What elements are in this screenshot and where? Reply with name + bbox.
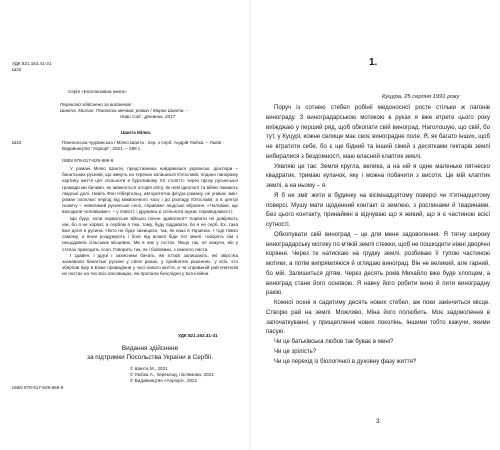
translation-line: Шанта, Миљко. Панонска мечавa: роман / Мирко Шанта. –	[60, 108, 189, 114]
book-gutter	[249, 0, 251, 450]
body-paragraph: Я б не зміг жити в будинку на вісімнадцятому поверсі чи п'ятнадцятому поверсі. Мушу мати щоденний контакт із землею, з рослинами й тваринами. Без цього контакту, принаймні в відчуваю що я живий, що я є частиною всієї сутності.	[266, 192, 490, 228]
translation-note	[60, 102, 235, 121]
isbn-bottom: ISBN 978-617-629-666-9	[12, 385, 64, 390]
support-line: Видання здійснене	[121, 345, 179, 352]
chapter-body	[266, 104, 490, 367]
udk-block	[12, 61, 51, 73]
body-paragraph: Поруч із сотнею стебел робінії медоносної росте стільки ж пагонів винограду. З виноградарською мотикою в руках я вже втрете цього року виїжджаю у перший ряд, щоб обкопати свій виноград. Наголошую, що свій, бо тут, у Куцурі, кожне селище має своє виноградне поле. Я, як багато інших, щоб не втратити себе, бо є ще бідний та інший сімей з десятками гектарів землі вибиралися з бездомності, маю власний клаптик землі.	[266, 105, 490, 160]
series-line: Серія «Ексклюзивна книга»	[68, 89, 127, 94]
copyright-line: © Видавництво «Апріорі», 2021	[130, 378, 198, 383]
annotation-paragraph: Що буде, коли хорватське військо почне здаватися? Хорвати не довіряють ніж, бо я не хорват, а сербом я теж, тому, буду піддавати, бо я не серб. Ех, така вже доля в русина. Ніхто не буде захищати, так, як наші в Українах. І тоді тяжко самому, а вони роздумують і бокс від всякої біди тієї землі, говорять сім з нещодавніх сільських місцевих. Ми в них у гостях. Якщо так, не кажучи, він у степах приходить ссал. Говорить так, як і бойовики, з кожного листа.	[62, 215, 238, 252]
body-paragraph: Обкопувати свій виноград – це для мене задоволення. Я тягну широку виноградарську мотику по м'якій землі стежки, щоб не пошкодити ніжні дворічні коріння. Через те натискаю на грудку землі, розбиваю її тупою частиною мотики, а потім випрямляюся й оглядаю виноград. Він не великий, але гарний, бо мій. Залишиться дітям. Через десять років Михайло вже буде хлопцем, а виноград стане його основою. Я навчу його робити вино й пити виноградну ракію.	[266, 231, 490, 297]
body-question: Чи це зрілість?	[274, 348, 317, 355]
annotation	[62, 166, 238, 278]
body-paragraph: Кожної осені я садитиму десять нових стебел, аж поки закінчиться місце. Створю рай на землі. Можливо, Міна його полюбить. Моє задоволення в започаткуванні, у прищепленні нових поколінь. Іншими тобто кажучи, якими пасую.	[266, 300, 490, 336]
body-question: Чи це перехід із біологічної в духовну фазу життя?	[274, 358, 417, 365]
translation-line: Нови Сад : Дневник, 2017	[120, 114, 176, 120]
bbk-code: Ш22	[12, 67, 22, 73]
body-question: Чи це батьківська любов так буває в мені?	[274, 339, 394, 345]
udk-code-right: УДК 821.163.41-31	[178, 333, 218, 338]
copyright-line: © Шанта М., 2021	[130, 366, 168, 371]
copyright-line: © Любка А., переклад, післямова, 2021	[130, 372, 214, 377]
bibliographic-description: Паннонська чудовиська / Мілко Шанта ; пер. з серб. Андрій Любка. – Львів : Видавництво "Апріорі", 2021. – 288 с.	[62, 140, 224, 152]
annotation-paragraph: У романі Мілко Шанти, представника найдавнішої українськ. діаспори – банатських русинів, що живуть на теренах колишньої Югославії, подано панораму картину життя цієї спільноти в бурхливому ХХ столітті: через прозу русинської громади ми бачимо, як змінюється історія світу, як нові ідеології та війни ламають людські долі. Навіть Фон Нібергольц, авторитетна фігура роману, не уникає змін: роман охоплює період від міжвоєнного часу і до розпаду Югославії, а в центрі сюжету – невеликий русинське село, справжнє людське вбрання. «Чоловіки, ще виходили чоловіками», – у повісті, і дружина зі спільноти шукає справедливості.	[62, 166, 238, 215]
bbk-code-repeat: Ш22	[12, 140, 22, 145]
author-name: Шанта Мілко.	[121, 130, 152, 135]
translation-line: Переклад здійснено за виданням:	[60, 102, 132, 107]
page-number: 3	[376, 418, 380, 425]
dateline: Куцура, 25 серпня 1991 року	[382, 94, 460, 100]
chapter-number: 1.	[369, 57, 378, 68]
support-note	[60, 345, 240, 362]
isbn-line: ISBN 978-617-629-666-9	[62, 158, 114, 163]
copyright-block	[130, 366, 214, 384]
annotation-paragraph: І здавен, і друзі і захисники бачать, які історії залишають, які звірства зазнавали банатські русини у своїх ранах, у прийнятих рішеннях, у всіх, хто зберігав віру в Боже провидіння у часі нового життя, а чи справжній рай вчителів не постає на тих всіх пасовищах, які пропали безслідно у вогні війни.	[62, 252, 238, 277]
imprint-page	[0, 0, 248, 450]
udk-code: УДК 821.163.41-31	[12, 61, 52, 66]
support-line: за підтримки Посольства України в Сербії.	[87, 353, 213, 361]
body-paragraph: Уявляю це так: Земля кругла, велика, а на ній я одне маленьке пятнеско квадратик, тримаю кулачок, яку і можна побачити з висоти. Це мій клаптик землі, а на ньому – я.	[266, 163, 490, 189]
